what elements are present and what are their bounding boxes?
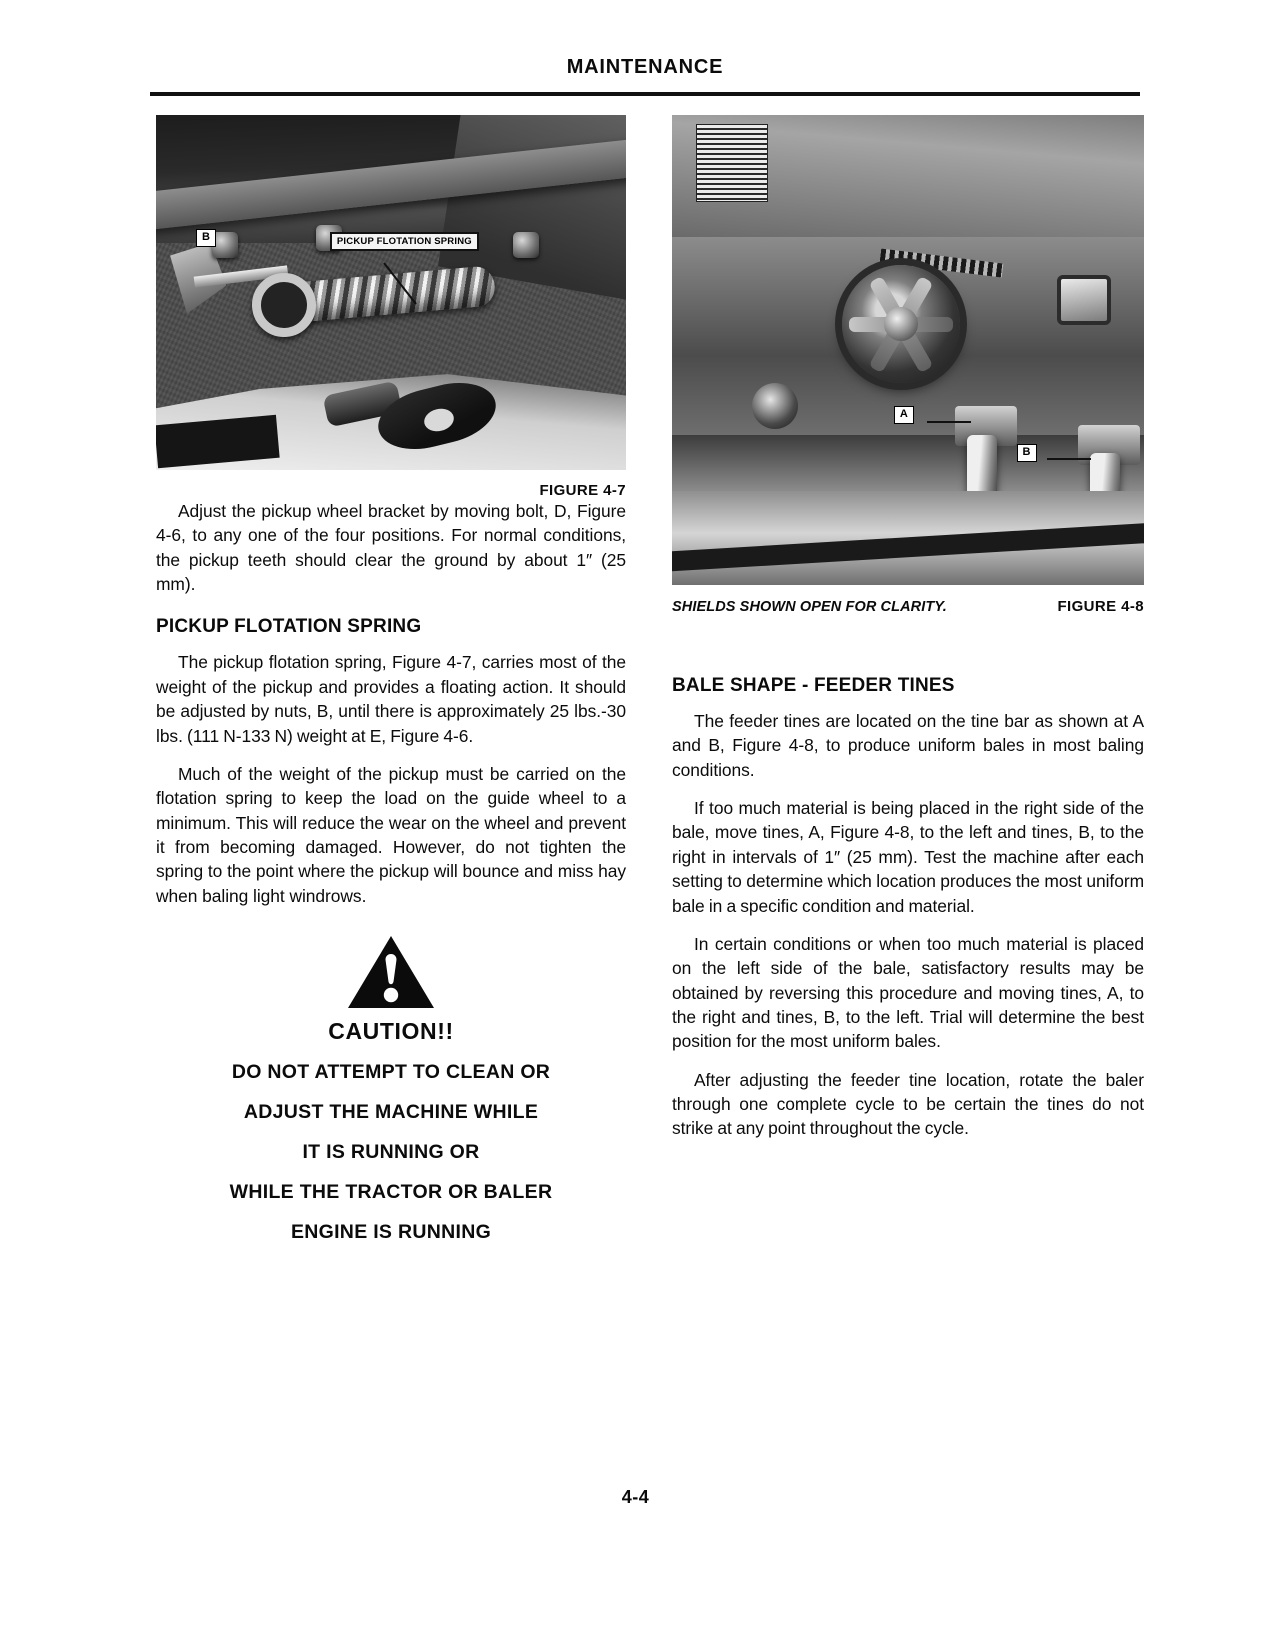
figure-4-8-caption-row: [672, 598, 1144, 615]
page-title: MAINTENANCE: [566, 56, 724, 78]
caution-title: CAUTION!!: [328, 1018, 454, 1045]
figure-4-8-photo: [672, 115, 1144, 585]
photo-region-tine-bar: [672, 435, 1144, 491]
caution-line-5: ENGINE IS RUNNING: [290, 1221, 492, 1244]
photo-region-sprocket: [842, 265, 960, 383]
right-paragraph-3: In certain conditions or when too much material is placed on the left side of the bale, satisfactory results may be obtained by reversing this procedure and moving tines, A, to the right and tines, B, to the left. Trial will determine the best position for the most uniform bales.: [672, 933, 1144, 1052]
right-paragraph-1: The feeder tines are located on the tine bar as shown at A and B, Figure 4-8, to produce uniform bales in most baling conditions.: [672, 711, 1144, 780]
figure-4-7-caption: FIGURE 4-7: [539, 482, 626, 499]
figure-4-8-note: SHIELDS SHOWN OPEN FOR CLARITY.: [672, 599, 947, 615]
right-column: [672, 115, 1144, 1155]
figure-4-8-tag-a: A: [894, 406, 914, 424]
right-paragraph-2: If too much material is being placed in the right side of the bale, move tines, A, Figure 4-8, to the left and tines, B, to the right in intervals of 1″ (25 mm). Test the machine after each setting to determine which location produces the most uniform bale in a specific condition and material.: [672, 798, 1144, 916]
photo-region-bolt-3: [513, 232, 539, 258]
photo-region-roller: [752, 383, 798, 429]
figure-4-8-leader-b: [1047, 458, 1091, 460]
figure-4-8-leader-a: [927, 421, 971, 423]
figure-4-8-tag-b: B: [1017, 444, 1037, 462]
warning-triangle-icon: [346, 934, 436, 1012]
right-paragraph-4: After adjusting the feeder tine location, rotate the baler through one complete cycle to be certain the tines do not strike at any point throughout the cycle.: [672, 1069, 1144, 1139]
figure-4-8-caption: FIGURE 4-8: [1057, 598, 1144, 615]
caution-block: [156, 934, 626, 1244]
left-paragraph-2: The pickup flotation spring, Figure 4-7, carries most of the weight of the pickup and provides a floating action. It should be adjusted by nuts, B, until there is approximately 25 lbs.-30 lbs. (111 N-133 N) weight at E, Figure 4-6.: [156, 652, 626, 746]
left-column: [156, 115, 626, 1261]
left-section-heading: PICKUP FLOTATION SPRING: [156, 616, 422, 638]
photo-region-decal: [696, 124, 769, 201]
photo-region-vent: [1057, 275, 1111, 325]
header-divider: [150, 92, 1140, 96]
left-paragraph-1: Adjust the pickup wheel bracket by moving bolt, D, Figure 4-6, to any one of the four positions. For normal conditions, the pickup teeth should clear the ground by about 1″ (25 mm).: [156, 501, 626, 595]
right-section-heading: BALE SHAPE - FEEDER TINES: [672, 675, 955, 696]
figure-4-7-photo: [156, 115, 626, 470]
photo-region-bolt-1: [212, 232, 238, 258]
caution-line-3: IT IS RUNNING OR: [302, 1141, 480, 1164]
figure-4-7-tag-b: B: [196, 229, 216, 247]
caution-line-1: DO NOT ATTEMPT TO CLEAN OR: [231, 1061, 551, 1084]
page-number: 4-4: [621, 1487, 650, 1507]
figure-4-7-callout-pickup-flotation-spring: PICKUP FLOTATION SPRING: [330, 232, 479, 251]
caution-line-4: WHILE THE TRACTOR OR BALER: [229, 1181, 553, 1204]
caution-line-2: ADJUST THE MACHINE WHILE: [243, 1101, 539, 1124]
left-paragraph-3: Much of the weight of the pickup must be carried on the flotation spring to keep the load on the guide wheel to a minimum. This will reduce the wear on the wheel and prevent it from becoming damaged. However, do not tighten the spring to the point where the pickup will bounce and miss hay when baling light windrows.: [156, 763, 626, 906]
